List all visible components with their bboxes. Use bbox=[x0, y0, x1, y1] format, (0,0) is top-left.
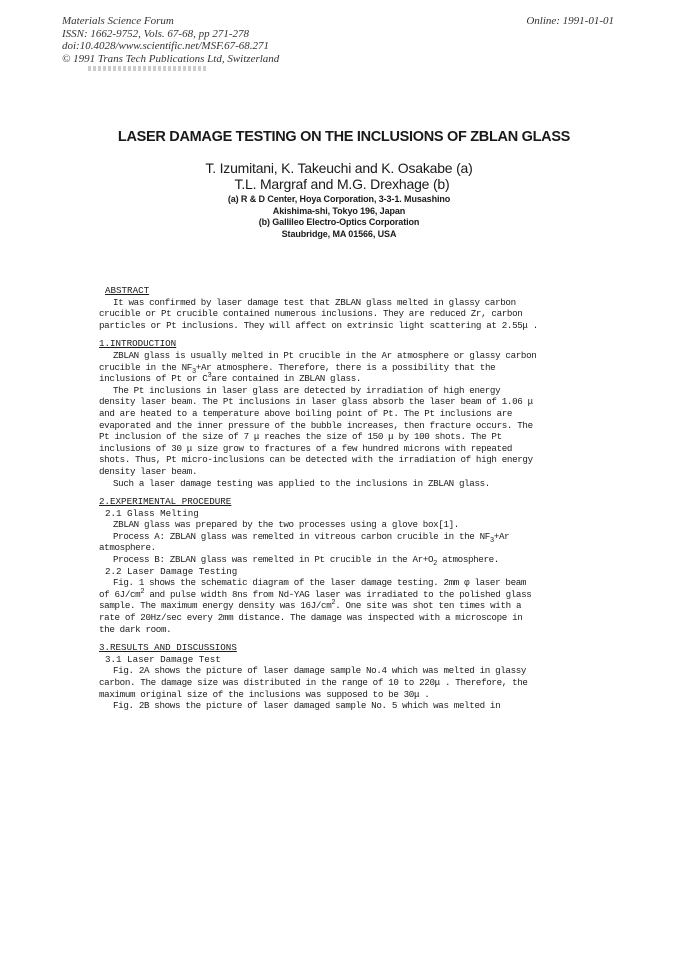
intro-paragraph-2: The Pt inclusions in laser glass are detected by irradiation of high energy density laser beam. The Pt inclusions in laser glass absorb the laser beam of 1.06 μ and are heated to a temperature above boiling point of Pt. The Pt inclusions are evaporated and the inner pressure of the bubble increases, then fracture occurs. The Pt inclusion of the size of 7 μ reaches the size of 150 μ by 100 shots. The Pt inclusions of 30 μ size grow to fractures of a few hundred microns with repeated shots. Thus, Pt micro-inclusions can be detected with the irradiation of high energy density laser beam. bbox=[99, 384, 533, 477]
author-block bbox=[0, 160, 678, 192]
experimental-paragraph-1: ZBLAN glass was prepared by the two processes using a glove box[1]. bbox=[113, 519, 459, 531]
intro-paragraph-1: ZBLAN glass is usually melted in Pt crucible in the Ar atmosphere or glassy carbon crucible in the $NF_3+Ar$ atmosphere. Therefore, there is a possibility that the inclusions of Pt or $C^3are$ contained in ZBLAN glass. bbox=[99, 349, 537, 385]
abstract-heading: ABSTRACT bbox=[105, 285, 150, 296]
scan-artifact bbox=[88, 66, 208, 71]
publication-header bbox=[62, 15, 622, 65]
subsection-heading: 2.1 Glass Melting bbox=[105, 507, 199, 519]
subsection-heading: 2.2 Laser Damage Testing bbox=[105, 565, 238, 577]
paper-title: LASER DAMAGE TESTING ON THE INCLUSIONS OF ZBLAN GLASS bbox=[117, 129, 571, 145]
experimental-paragraph-2: Process A: ZBLAN glass was remelted in vitreous carbon crucible in the $NF_3+Ar$ atmosphere. bbox=[99, 530, 510, 554]
abstract-section bbox=[99, 285, 539, 331]
doi-link[interactable]: doi:10.4028/www.scientific.net/MSF.67-68.271 bbox=[62, 40, 270, 52]
introduction-section bbox=[99, 338, 539, 489]
affiliation-line: (a) R & D Center, Hoya Corporation, 3-3-1. Musashino bbox=[227, 194, 451, 204]
affiliation-line: (b) Gallileo Electro-Optics Corporation bbox=[258, 217, 420, 227]
affiliations bbox=[0, 194, 678, 240]
subsection-heading: 3.1 Laser Damage Test bbox=[105, 653, 221, 665]
issn-line: ISSN: 1662-9752, Vols. 67-68, pp 271-278 bbox=[62, 27, 249, 40]
copyright-line: © 1991 Trans Tech Publications Ltd, Switzerland bbox=[62, 52, 280, 65]
experimental-section bbox=[99, 496, 539, 635]
results-section bbox=[99, 642, 539, 712]
paper-body bbox=[99, 285, 539, 712]
affiliation-line: Staubridge, MA 01566, USA bbox=[281, 228, 397, 239]
intro-heading: 1.INTRODUCTION bbox=[99, 338, 177, 350]
results-paragraph-2: Fig. 2B shows the picture of laser damaged sample No. 5 which was melted in bbox=[113, 700, 501, 712]
results-paragraph-1: Fig. 2A shows the picture of laser damage sample No.4 which was melted in glassy carbon. The damage size was distributed in the range of 10 to 220μ . Therefore, the maximum original size of the inclusions was supposed to be 30μ . bbox=[99, 665, 528, 700]
experimental-heading: 2.EXPERIMENTAL PROCEDURE bbox=[99, 496, 232, 508]
abstract-text: It was confirmed by laser damage test that ZBLAN glass melted in glassy carbon crucible or Pt crucible contained numerous inclusions. They are reduced Zr, carbon particles or Pt inclusions. They will affect on extrinsic light scattering at 2.55μ . bbox=[99, 296, 538, 331]
results-heading: 3.RESULTS AND DISCUSSIONS bbox=[99, 642, 237, 654]
experimental-paragraph-4: Fig. 1 shows the schematic diagram of the laser damage testing. 2mm φ laser beam of $6J/cm^2$ and pulse width 8ns from Nd-YAG laser was irradiated to the polished glass sample. The maximum energy density was $16J/cm^2$. One site was shot ten times with a rate of 20Hz/sec every 2mm distance. The damage was inspected with a microscope in the dark room. bbox=[99, 577, 532, 635]
experimental-paragraph-3: Process B: ZBLAN glass was remelted in Pt crucible in the $Ar+O_2$ atmosphere. bbox=[113, 554, 499, 568]
authors-line-2: T.L. Margraf and M.G. Drexhage (b) bbox=[234, 176, 450, 192]
journal-name: Materials Science Forum bbox=[62, 15, 174, 27]
intro-paragraph-3: Such a laser damage testing was applied to the inclusions in ZBLAN glass. bbox=[113, 477, 490, 489]
affiliation-line: Akishima-shi, Tokyo 196, Japan bbox=[272, 205, 406, 216]
online-date: Online: 1991-01-01 bbox=[526, 15, 614, 27]
authors-line-1: T. Izumitani, K. Takeuchi and K. Osakabe (a) bbox=[205, 160, 473, 176]
